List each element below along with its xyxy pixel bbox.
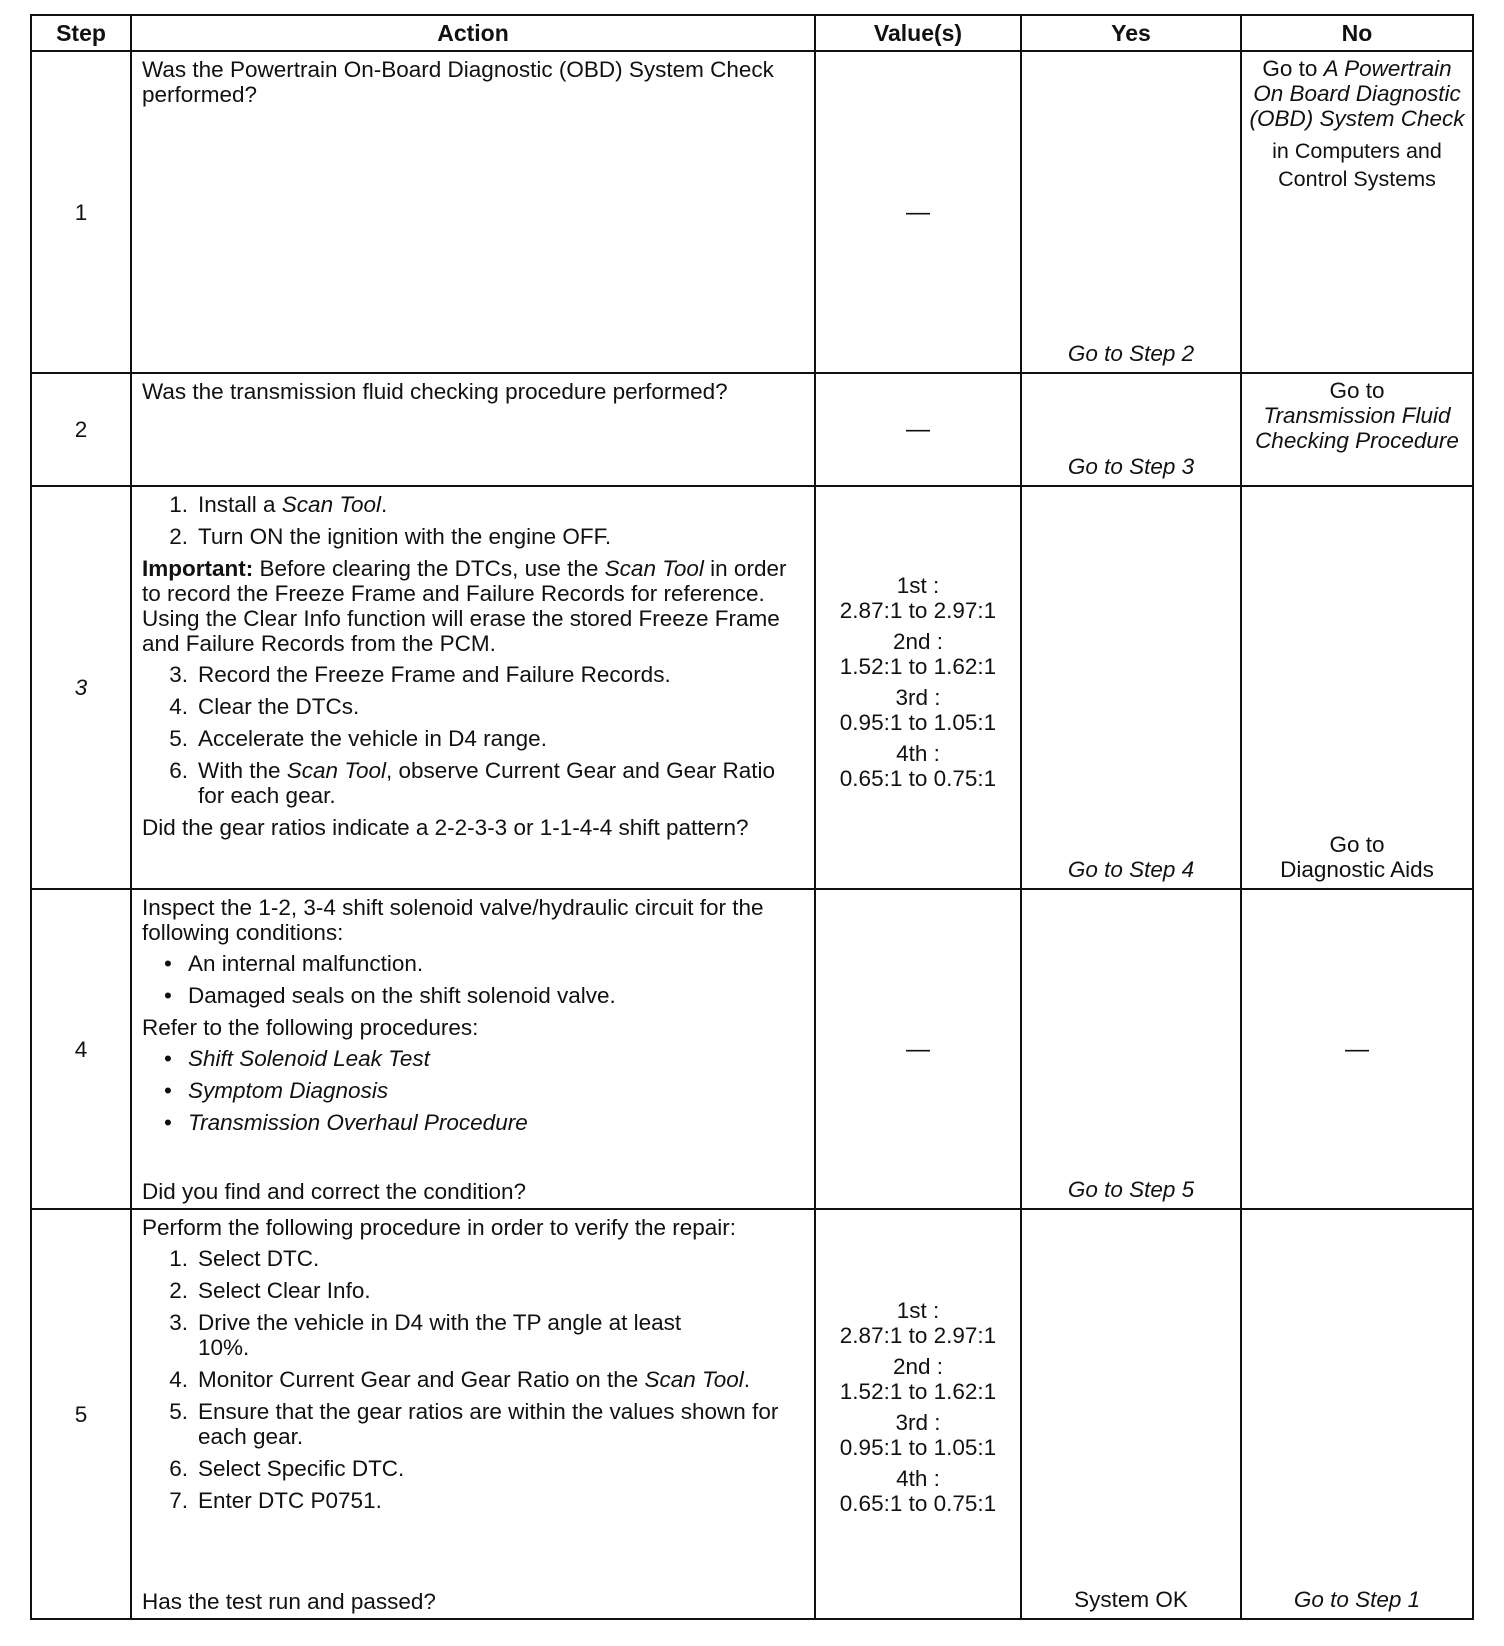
yes-link[interactable]: Go to Step 2 (1067, 341, 1195, 366)
no-prefix: Go to (1262, 56, 1324, 81)
action-cell (131, 1209, 815, 1619)
step-number: 2 (31, 373, 131, 486)
no-cell (1241, 486, 1473, 889)
question-text: Did the gear ratios indicate a 2-2-3-3 or 1-1-4-4 shift pattern? (142, 815, 749, 840)
no-cell (1241, 51, 1473, 373)
table-row-step-5 (31, 1209, 1473, 1619)
intro-text: Perform the following procedure in order to verify the repair: (142, 1215, 737, 1240)
no-link[interactable]: Go to Step 1 (1293, 1587, 1421, 1612)
header-no: No (1241, 15, 1473, 51)
procedure-link[interactable]: • Transmission Overhaul Procedure (164, 1110, 528, 1135)
list-item: 3. Record the Freeze Frame and Failure Records. (169, 662, 671, 687)
step-list-a (142, 492, 806, 549)
gear-ratio: 4th : 0.65:1 to 0.75:1 (839, 1466, 997, 1516)
gear-ratio: 2nd : 1.52:1 to 1.62:1 (839, 1354, 997, 1404)
values-cell (815, 889, 1021, 1209)
procedure-link[interactable]: • Symptom Diagnosis (164, 1078, 389, 1103)
header-step: Step (31, 15, 131, 51)
gear-ratio: 1st : 2.87:1 to 2.97:1 (839, 1298, 997, 1348)
header-action: Action (131, 15, 815, 51)
list-item: • Damaged seals on the shift solenoid valve. (164, 983, 616, 1008)
yes-cell (1021, 51, 1241, 373)
yes-cell (1021, 1209, 1241, 1619)
list-item: 2. Select Clear Info. (169, 1278, 371, 1303)
action-cell (131, 486, 815, 889)
header-row (31, 15, 1473, 51)
values-cell (815, 486, 1021, 889)
no-italic: A Powertrain On Board Diagnostic (OBD) System Check (1249, 56, 1465, 131)
diagnostic-table (30, 14, 1474, 1620)
gear-ratio: 3rd : 0.95:1 to 1.05:1 (839, 685, 997, 735)
list-item: 6. Select Specific DTC. (169, 1456, 405, 1481)
gear-ratio: 1st : 2.87:1 to 2.97:1 (839, 573, 997, 623)
yes-cell (1021, 373, 1241, 486)
values-dash: — (906, 1035, 930, 1063)
table-row-step-3 (31, 486, 1473, 889)
important-note: Important: Before clearing the DTCs, use the Scan Tool in order to record the Freeze Frame and Failure Records for reference. Using the Clear Info function will erase the stored Freeze Frame and Failure Records from the PCM. (142, 556, 787, 656)
no-dash: — (1345, 1035, 1369, 1063)
step-number: 1 (31, 51, 131, 373)
no-cell (1241, 1209, 1473, 1619)
no-link[interactable]: Go to Diagnostic Aids (1280, 832, 1434, 882)
header-yes: Yes (1021, 15, 1241, 51)
list-item: 6. With the Scan Tool, observe Current Gear and Gear Ratio for each gear. (169, 758, 775, 808)
yes-cell (1021, 889, 1241, 1209)
gear-ratio: 4th : 0.65:1 to 0.75:1 (839, 741, 997, 791)
list-item: 3. Drive the vehicle in D4 with the TP angle at least 10%. (169, 1310, 682, 1360)
list-item: 2. Turn ON the ignition with the engine OFF. (169, 524, 612, 549)
list-item: 4. Clear the DTCs. (169, 694, 360, 719)
list-item: • An internal malfunction. (164, 951, 424, 976)
question-text: Was the Powertrain On-Board Diagnostic (OBD) System Check performed? (142, 57, 774, 107)
header-values: Value(s) (815, 15, 1021, 51)
table-row-step-1 (31, 51, 1473, 373)
no-italic[interactable]: Transmission Fluid Checking Procedure (1255, 403, 1459, 453)
list-item: 7. Enter DTC P0751. (169, 1488, 382, 1513)
list-item: 5. Accelerate the vehicle in D4 range. (169, 726, 547, 751)
action-cell (131, 889, 815, 1209)
gear-ratio: 3rd : 0.95:1 to 1.05:1 (839, 1410, 997, 1460)
values-cell (815, 1209, 1021, 1619)
question-text: Was the transmission fluid checking procedure performed? (142, 379, 728, 404)
no-suffix: in Computers and Control Systems (1272, 139, 1442, 191)
yes-link[interactable]: Go to Step 3 (1067, 454, 1195, 479)
list-item: 1. Select DTC. (169, 1246, 320, 1271)
yes-link[interactable]: Go to Step 5 (1067, 1177, 1195, 1202)
step-number: 4 (31, 889, 131, 1209)
no-cell[interactable] (1241, 373, 1473, 486)
table-row-step-4 (31, 889, 1473, 1209)
refer-text: Refer to the following procedures: (142, 1015, 479, 1040)
step-number: 5 (31, 1209, 131, 1619)
question-text: Has the test run and passed? (142, 1589, 436, 1614)
list-item: 5. Ensure that the gear ratios are within the values shown for each gear. (169, 1399, 779, 1449)
yes-result: System OK (1074, 1587, 1188, 1612)
no-link[interactable] (1242, 56, 1472, 131)
step-list-b (142, 662, 806, 808)
action-cell (131, 51, 815, 373)
list-item: 1. Install a Scan Tool. (169, 492, 388, 517)
step-number: 3 (31, 486, 131, 889)
procedure-link[interactable]: • Shift Solenoid Leak Test (164, 1046, 430, 1071)
values-cell (815, 51, 1021, 373)
action-cell (131, 373, 815, 486)
table-row-step-2 (31, 373, 1473, 486)
values-dash: — (906, 198, 930, 226)
intro-text: Inspect the 1-2, 3-4 shift solenoid valve/hydraulic circuit for the following conditions: (142, 895, 764, 945)
no-cell (1241, 889, 1473, 1209)
values-dash: — (906, 416, 930, 443)
yes-link[interactable]: Go to Step 4 (1067, 857, 1195, 882)
list-item: 4. Monitor Current Gear and Gear Ratio on the Scan Tool. (169, 1367, 750, 1392)
no-prefix: Go to (1329, 378, 1385, 403)
question-text: Did you find and correct the condition? (142, 1179, 526, 1204)
gear-ratio: 2nd : 1.52:1 to 1.62:1 (839, 629, 997, 679)
values-cell (815, 373, 1021, 486)
yes-cell (1021, 486, 1241, 889)
